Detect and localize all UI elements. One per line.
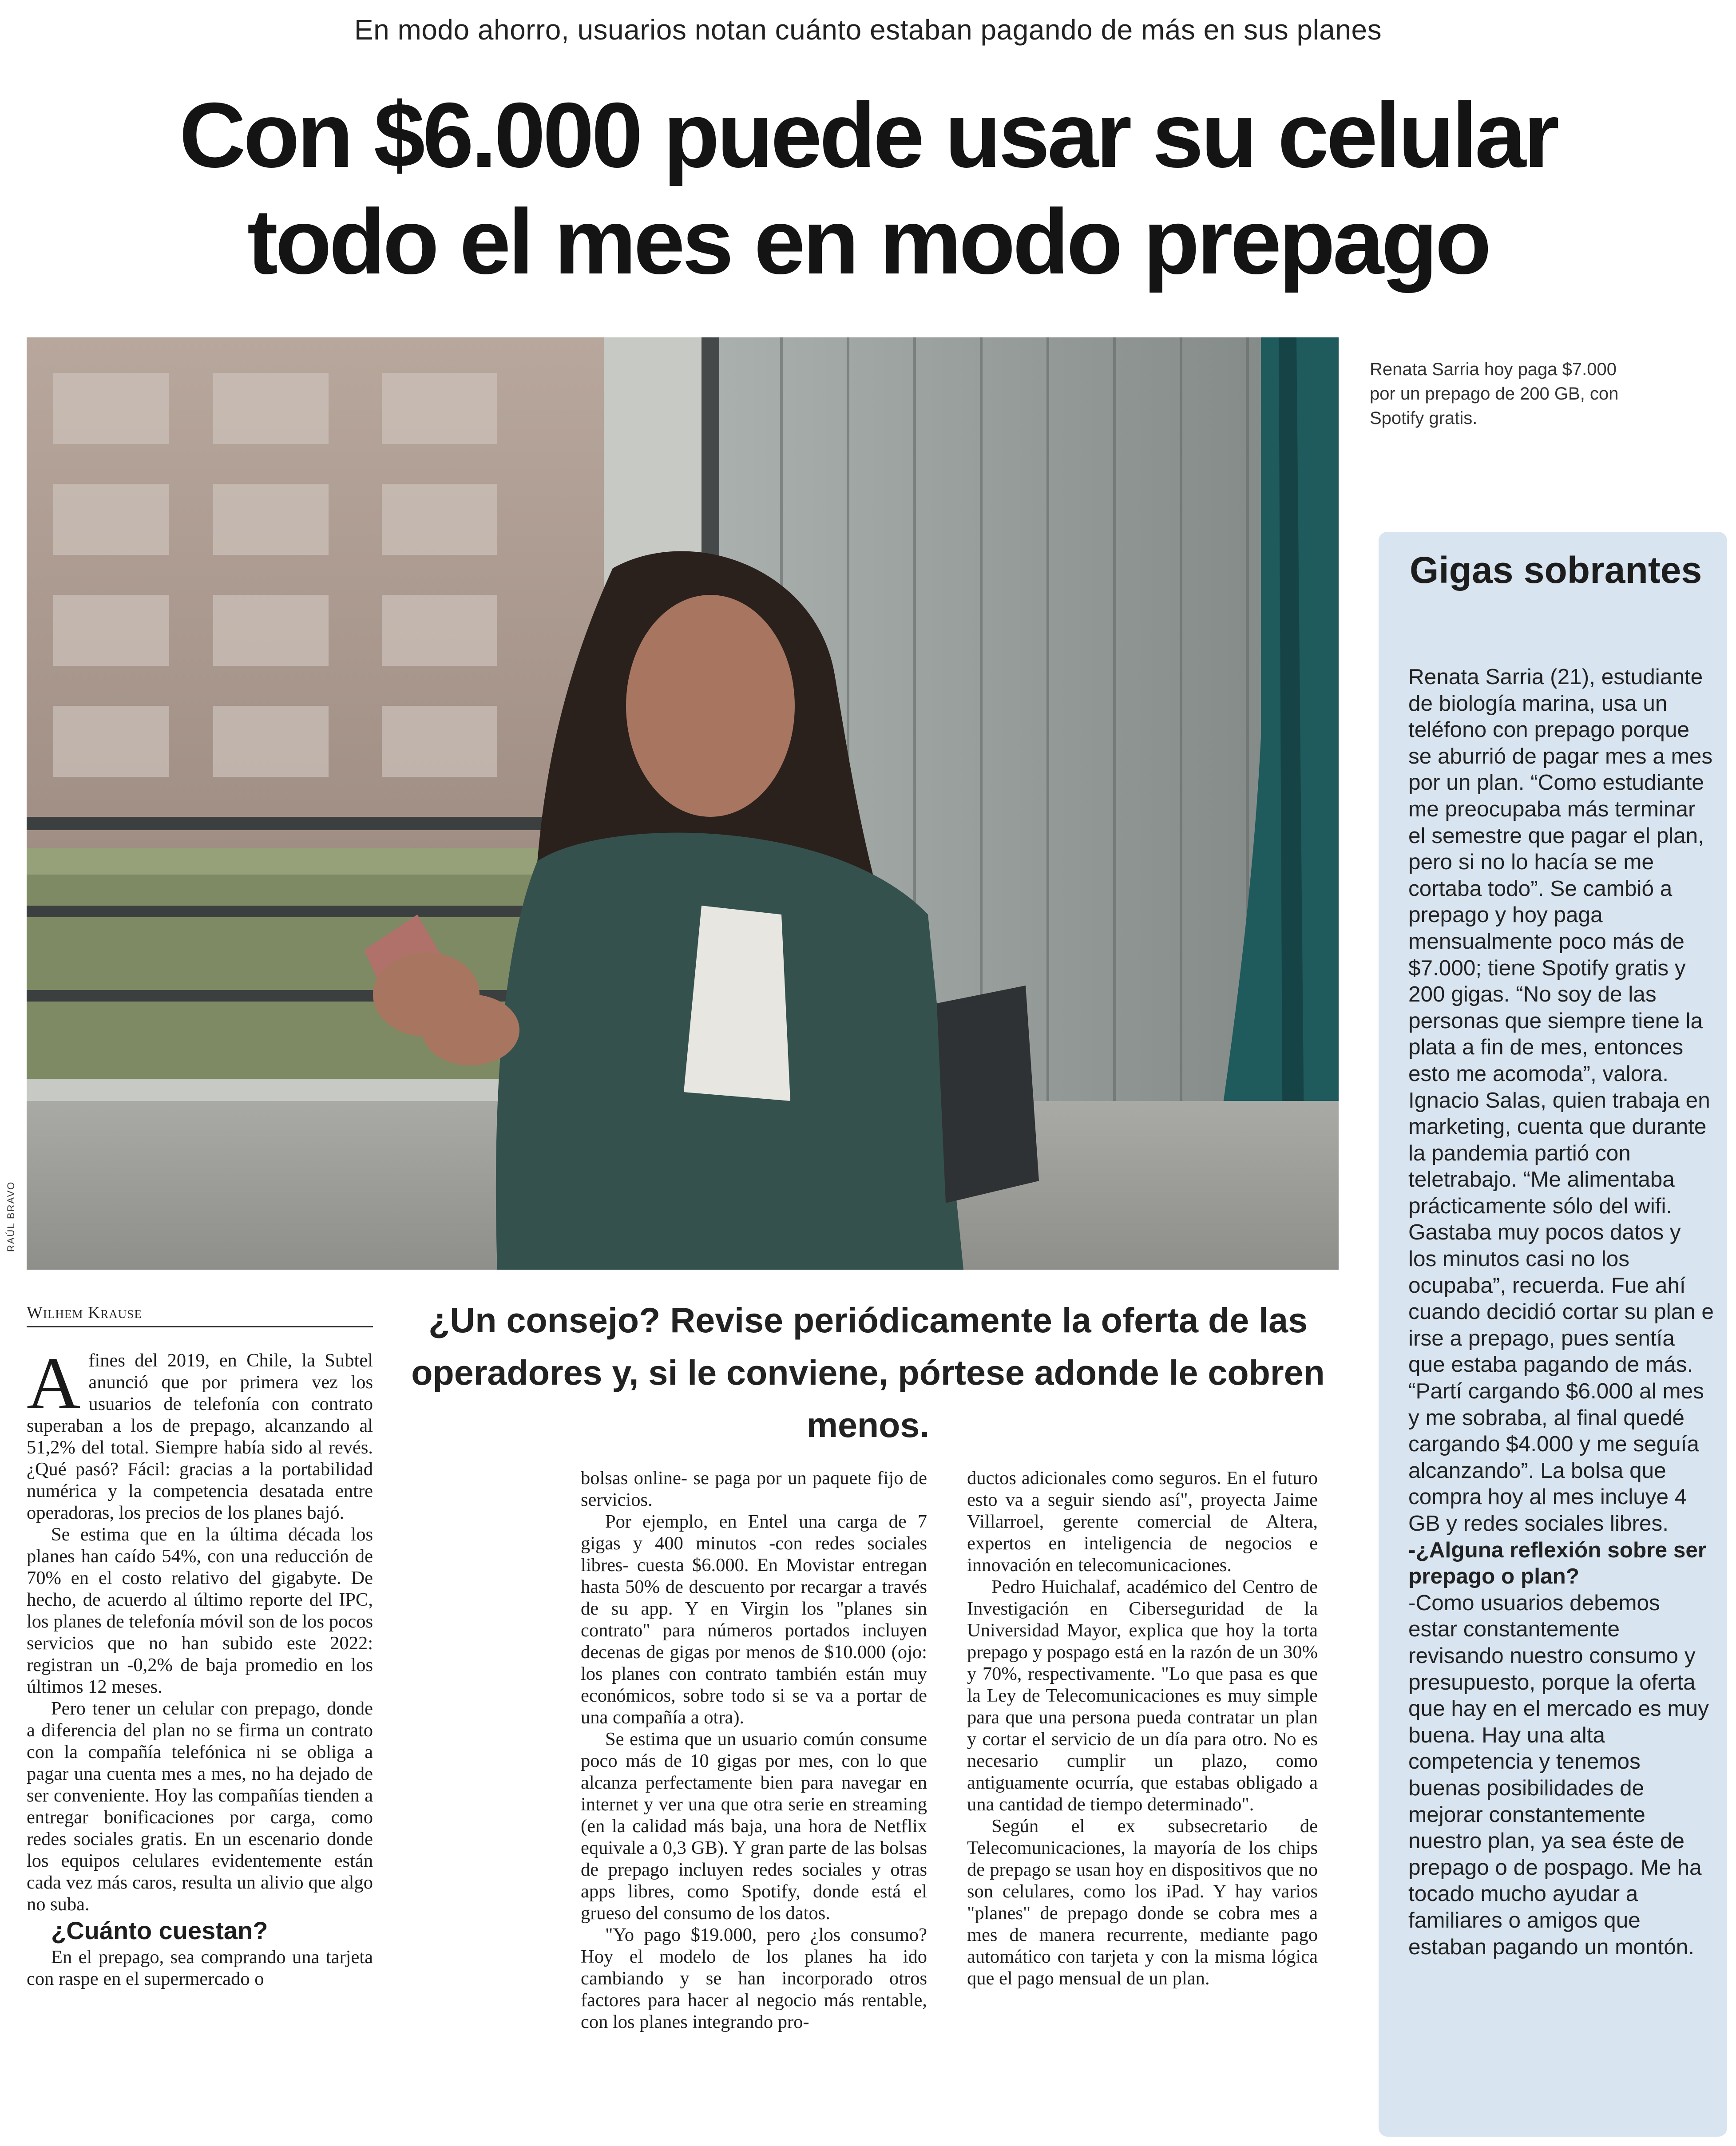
col1-paragraph-3: Pero tener un celular con prepago, donde a diferencia del plan no se firma un contrato con la compañía telefónica ni se obliga a pagar una cuenta mes a mes, no ha dejado de ser conveniente. Hoy las compañías tienden a entregar bonificaciones por carga, como redes sociales gratis. En un escenario donde los equipos celulares evidentemente están cada vez más caros, resulta un alivio que algo no suba. [27, 1698, 373, 1915]
sidebar-question: -¿Alguna reflexión sobre ser prepago o plan? [1408, 1537, 1707, 1589]
kicker: En modo ahorro, usuarios notan cuánto estaban pagando de más en sus planes [354, 14, 1382, 46]
subhead: ¿Cuánto cuestan? [51, 1916, 268, 1944]
col3-paragraph-1: ductos adicionales como seguros. En el futuro esto va a seguir siendo así", proyecta Jaime Villarroel, gerente comercial de Altera, expertos en inteligencia de negocios e innovación en telecomunicaciones. [967, 1468, 1318, 1576]
col2-paragraph-1: bolsas online- se paga por un paquete fijo de servicios. [581, 1468, 927, 1510]
photo-caption: Renata Sarria hoy paga $7.000 por un prepago de 200 GB, con Spotify gratis. [1370, 360, 1619, 428]
photo-credit: RAÚL BRAVO [5, 1181, 16, 1252]
headline-line-2: todo el mes en modo prepago [247, 190, 1489, 293]
headline-line-1: Con $6.000 puede usar su celular [179, 84, 1557, 187]
article-column-3 [967, 1467, 1318, 1989]
sidebar-answer: -Como usuarios debemos estar constantemente revisando nuestro consumo y presupuesto, porque la oferta que hay en el mercado es muy buena. Hay una alta competencia y tenemos buenas posibilidades de mejorar constantemente nuestro plan, ya sea éste de prepago o de pospago. Me ha tocado mucho ayudar a familiares o amigos que estaban pagando un montón. [1408, 1590, 1709, 1959]
pull-quote: ¿Un consejo? Revise periódicamente la oferta de las operadores y, si le conviene, pórtese adonde le cobren menos. [411, 1300, 1325, 1445]
col3-paragraph-2: Pedro Huichalaf, académico del Centro de Investigación en Ciberseguridad de la Universidad Mayor, explica que hoy la torta prepago y pospago está en la razón de un 30% y 70%, respectivamente. "Lo que pasa es que la Ley de Telecomunicaciones es muy simple para que una persona pueda contratar un plan y cortar el servicio de un día para otro. No es necesario cumplir un plazo, como antiguamente ocurría, que estabas obligado a una cantidad de tiempo determinado". [967, 1576, 1318, 1815]
article-column-2 [581, 1467, 927, 2033]
article-column-1 [27, 1342, 373, 1990]
photo-illustration [27, 337, 1339, 1270]
sidebar-body [1408, 664, 1715, 1960]
byline [27, 1303, 373, 1327]
drop-cap: A [27, 1342, 81, 1425]
col1-paragraph-1: fines del 2019, en Chile, la Subtel anunció que por primera vez los usuarios de telefonía con contrato superaban a los de prepago, alcanzando al 51,2% del total. Siempre había sido al revés. ¿Qué pasó? Fácil: gracias a la portabilidad numérica y la competencia desatada entre operadoras, los precios de los planes bajó. [27, 1350, 373, 1523]
col2-paragraph-2: Por ejemplo, en Entel una carga de 7 gigas y 400 minutos -con redes sociales libres- cuesta $6.000. En Movistar entregan hasta 50% de descuento por recargar a través de su app. Y en Virgin los "planes sin contrato" para números portados incluyen decenas de gigas por menos de $10.000 (ojo: los planes con contrato también están muy económicos, sobre todo si se va a portar de una compañía a otra). [581, 1511, 927, 1728]
sidebar-paragraph-1: Renata Sarria (21), estudiante de biología marina, usa un teléfono con prepago porque se aburrió de pagar mes a mes por un plan. “Como estudiante me preocupaba más terminar el semestre que pagar el plan, pero si no lo hacía se me cortaba todo”. Se cambió a prepago y hoy paga mensualmente poco más de $7.000; tiene Spotify gratis y 200 gigas. “No soy de las personas que siempre tiene la plata a fin de mes, entonces esto me acomoda”, valora. [1408, 665, 1713, 1086]
col2-paragraph-3: Se estima que un usuario común consume poco más de 10 gigas por mes, con lo que alcanza perfectamente bien para navegar en internet y ver una que otra serie en streaming (en la calidad más baja, una hora de Netflix equivale a 0,3 GB). Y gran parte de las bolsas de prepago incluyen redes sociales y otras apps libres, como Spotify, donde está el grueso del consumo de los datos. [581, 1729, 927, 1924]
headline [0, 82, 1736, 295]
sidebar-title: Gigas sobrantes [1410, 549, 1702, 591]
col3-paragraph-3: Según el ex subsecretario de Telecomunicaciones, la mayoría de los chips de prepago se usan hoy en dispositivos que no son celulares, como los iPad. Y hay varios "planes" de prepago donde se cobra mes a mes de manera recurrente, mediante pago automático con tarjeta y con la misma lógica que el pago mensual de un plan. [967, 1816, 1318, 1989]
sidebar-paragraph-2: Ignacio Salas, quien trabaja en marketing, cuenta que durante la pandemia partió con teletrabajo. “Me alimentaba prácticamente sólo del wifi. Gastaba muy pocos datos y los minutos casi no los ocupaba”, recuerda. Fue ahí cuando decidió cortar su plan e irse a prepago, pues sentía que estaba pagando de más. “Partí cargando $6.000 al mes y me sobraba, al final quedé cargando $4.000 y me seguía alcanzando”. La bolsa que compra hoy al mes incluye 4 GB y redes sociales libres. [1408, 1088, 1714, 1536]
col2-paragraph-4: "Yo pago $19.000, pero ¿los consumo? Hoy el modelo de los planes ha ido cambiando y se han incorporado otros factores para hacer al negocio más rentable, con los planes integrando pro- [581, 1924, 927, 2032]
article-photo [27, 337, 1339, 1270]
byline-author: Wilhem Krause [27, 1303, 142, 1322]
col1-paragraph-2: Se estima que en la última década los planes han caído 54%, con una reducción de 70% en el costo relativo del gigabyte. De hecho, de acuerdo al último reporte del IPC, los planes de telefonía móvil son de los pocos servicios que no han subido este 2022: registran un -0,2% de baja promedio en los últimos 12 meses. [27, 1524, 373, 1697]
col1-paragraph-4: En el prepago, sea comprando una tarjeta con raspe en el supermercado o [27, 1947, 373, 1989]
